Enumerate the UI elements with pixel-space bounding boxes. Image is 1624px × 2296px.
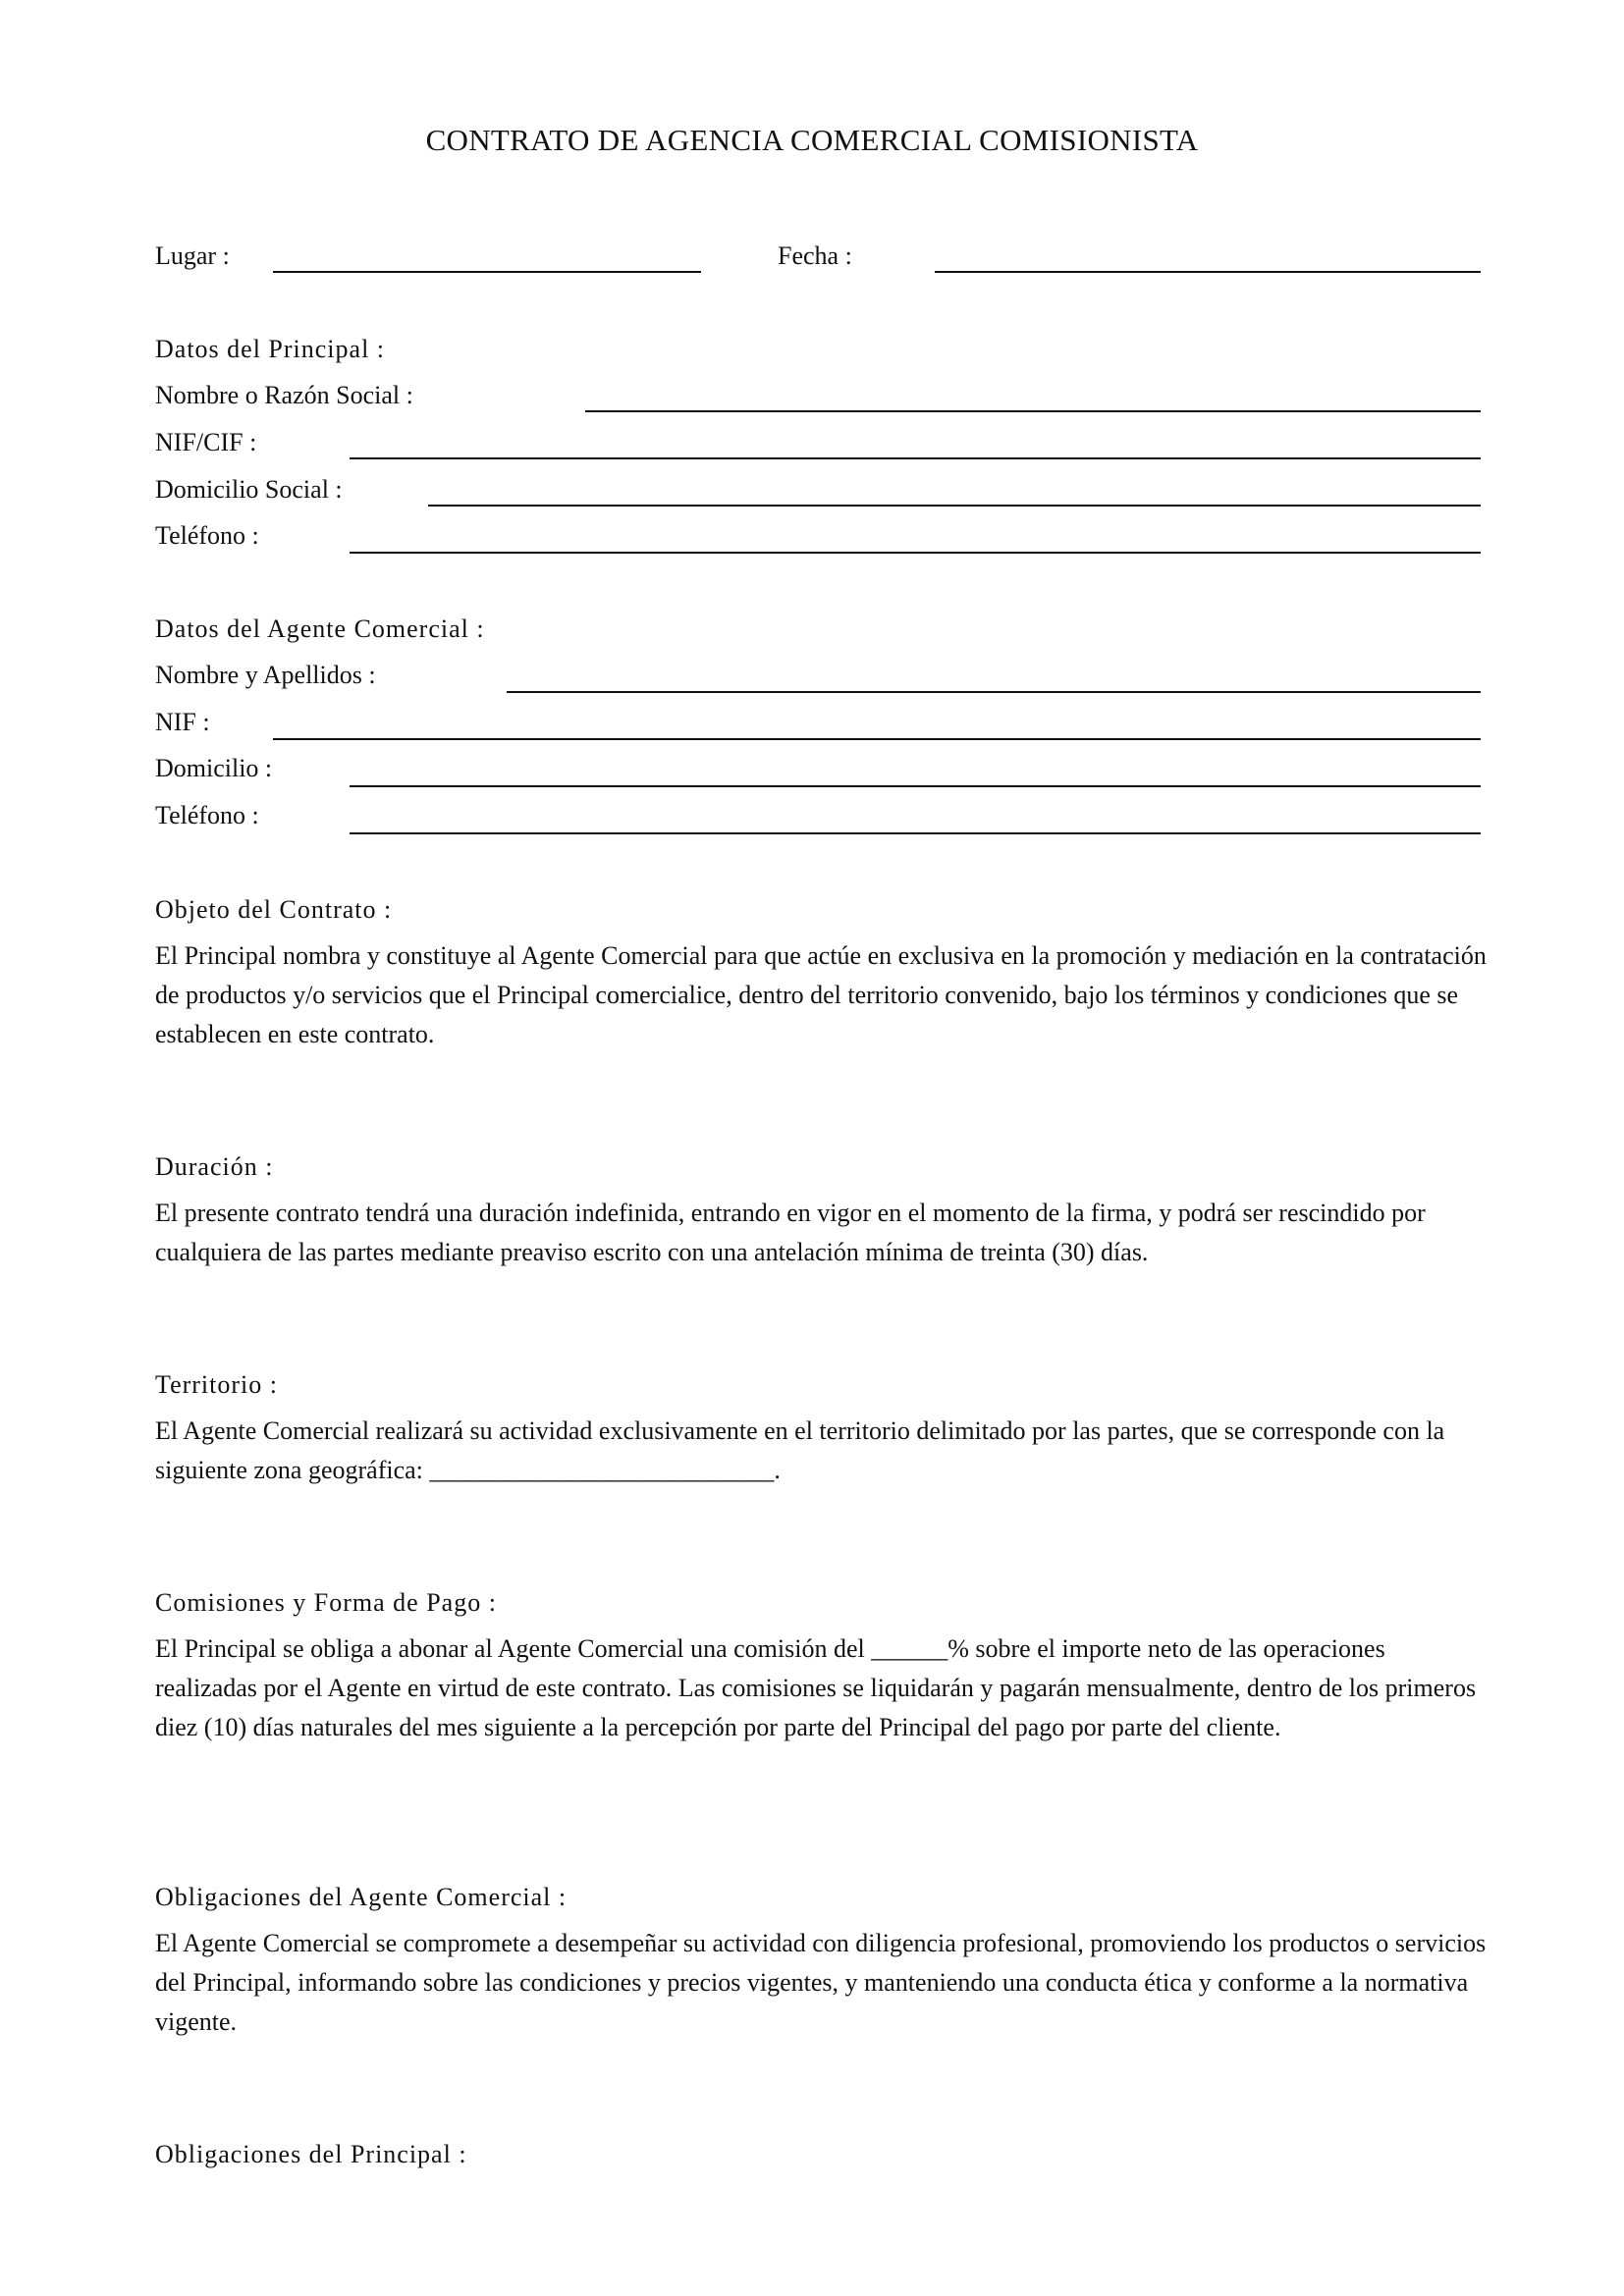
lugar-field-line[interactable]: [273, 271, 701, 273]
obligaciones-agente-text: El Agente Comercial se compromete a desempeñar su actividad con diligencia profesional, promoviendo los productos o servicios del Principal, informando sobre las condiciones y precios vigentes, y manteniendo una conducta ética y conforme a la normativa vigente.: [155, 1929, 1487, 2036]
principal-domicilio-field-line[interactable]: [428, 505, 1481, 507]
agente-telefono-field-line[interactable]: [350, 832, 1481, 834]
objeto-heading: Objeto del Contrato :: [155, 895, 393, 924]
fecha-label: Fecha :: [778, 241, 852, 270]
principal-telefono-field-line[interactable]: [350, 552, 1481, 554]
comisiones-heading: Comisiones y Forma de Pago :: [155, 1588, 497, 1617]
lugar-label: Lugar :: [155, 241, 230, 270]
objeto-text: El Principal nombra y constituye al Agente Comercial para que actúe en exclusiva en la promoción y mediación en la contratación de productos y/o servicios que el Principal comercialice, dentro del territorio convenido, bajo los términos y condiciones que se establecen en este contrato.: [155, 941, 1487, 1048]
agente-nif-label: NIF :: [155, 708, 210, 736]
fecha-field-line[interactable]: [935, 271, 1481, 273]
agente-nif-field-line[interactable]: [273, 738, 1481, 740]
agente-heading: Datos del Agente Comercial :: [155, 614, 485, 643]
agente-nombre-field-line[interactable]: [507, 691, 1481, 693]
principal-nif-field-line[interactable]: [350, 457, 1481, 459]
duracion-heading: Duración :: [155, 1152, 274, 1181]
principal-domicilio-label: Domicilio Social :: [155, 475, 343, 504]
agente-nombre-label: Nombre y Apellidos :: [155, 661, 376, 689]
obligaciones-agente-heading: Obligaciones del Agente Comercial :: [155, 1883, 568, 1911]
principal-nif-label: NIF/CIF :: [155, 428, 257, 456]
principal-nombre-field-line[interactable]: [585, 410, 1481, 412]
agente-telefono-label: Teléfono :: [155, 801, 259, 829]
territorio-text: El Agente Comercial realizará su actividad exclusivamente en el territorio delimitado por las partes, que se corresponde con la siguiente zona geográfica: ___________________________.: [155, 1416, 1445, 1484]
agente-domicilio-field-line[interactable]: [350, 785, 1481, 787]
territorio-heading: Territorio :: [155, 1370, 278, 1399]
obligaciones-principal-heading: Obligaciones del Principal :: [155, 2140, 467, 2168]
document-title: CONTRATO DE AGENCIA COMERCIAL COMISIONISTA: [425, 123, 1199, 157]
agente-domicilio-label: Domicilio :: [155, 754, 273, 782]
comisiones-text: El Principal se obliga a abonar al Agente Comercial una comisión del ______% sobre el importe neto de las operaciones realizadas por el Agente en virtud de este contrato. Las comisiones se liquidarán y pagarán mensualmente, dentro de los primeros diez (10) días naturales del mes siguiente a la percepción por parte del Principal del pago por parte del cliente.: [155, 1634, 1477, 1741]
principal-heading: Datos del Principal :: [155, 335, 386, 363]
duracion-text: El presente contrato tendrá una duración indefinida, entrando en vigor en el momento de la firma, y podrá ser rescindido por cualquiera de las partes mediante preaviso escrito con una antelación mínima de treinta (30) días.: [155, 1199, 1426, 1266]
principal-nombre-label: Nombre o Razón Social :: [155, 381, 413, 409]
principal-telefono-label: Teléfono :: [155, 521, 259, 550]
